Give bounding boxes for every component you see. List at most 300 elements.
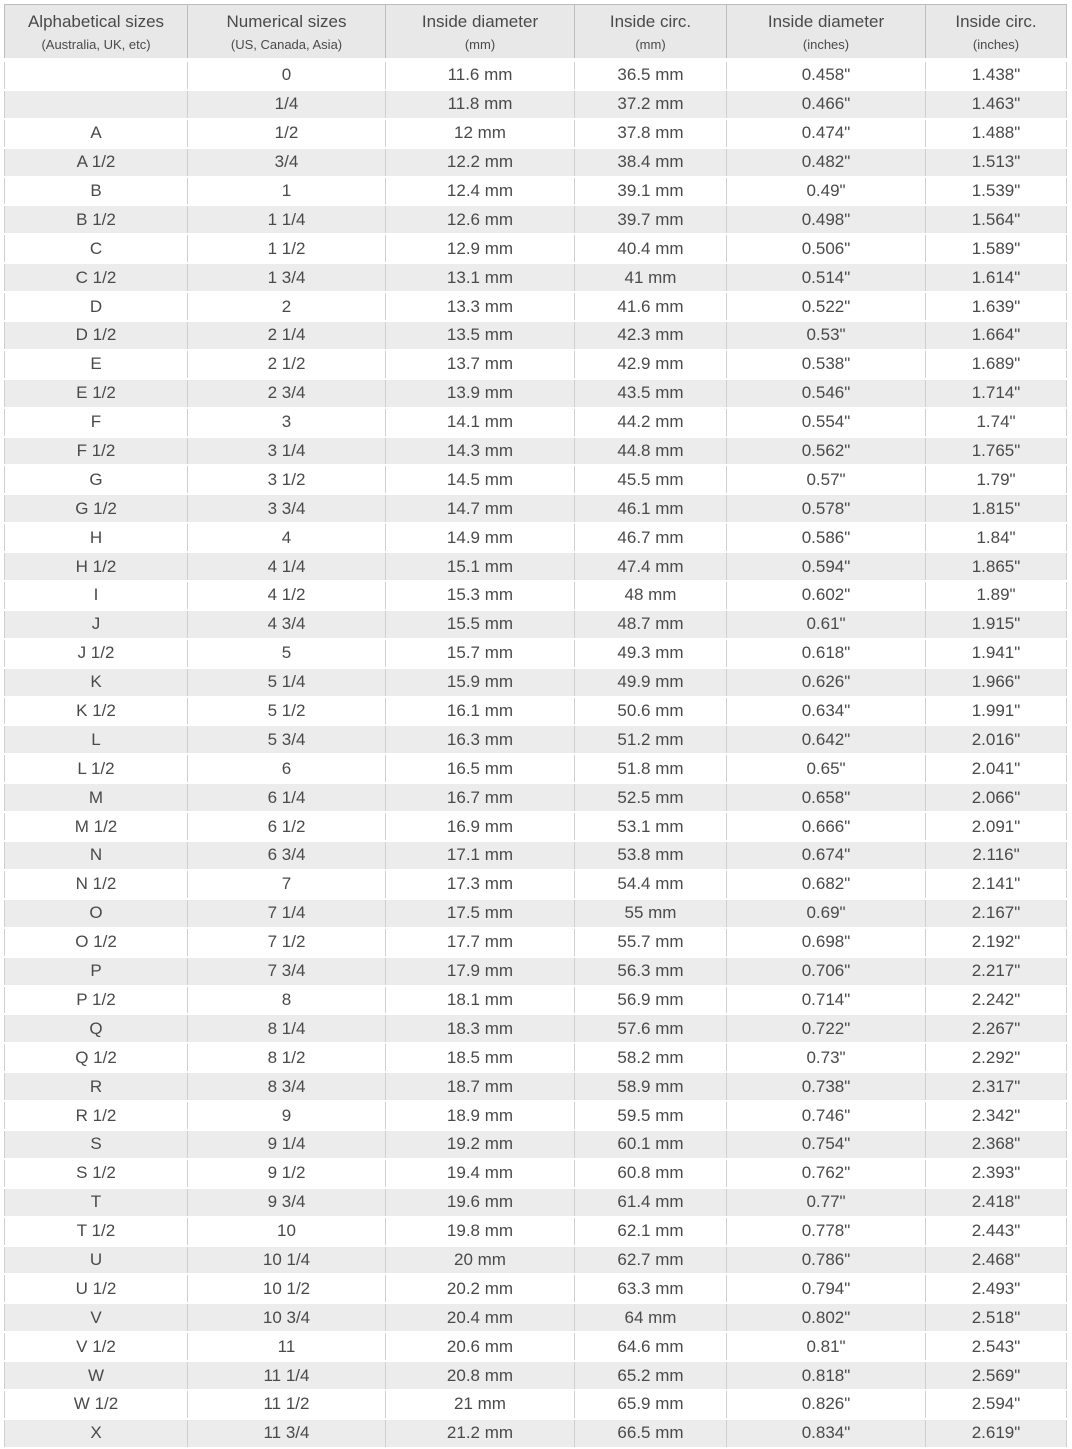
cell-numerical-size: 11 1/4 [188,1361,386,1390]
cell-inside-circ-inches: 2.267" [926,1014,1067,1043]
cell-inside-circ-mm: 41 mm [575,263,727,292]
cell-inside-circ-mm: 37.2 mm [575,90,727,119]
cell-inside-circ-inches: 2.569" [926,1361,1067,1390]
column-header-alphabetical-sizes [5,5,188,61]
table-row [5,870,1067,899]
column-header-subtitle: (US, Canada, Asia) [230,36,343,52]
column-header-numerical-sizes [188,5,386,61]
cell-inside-circ-mm: 38.4 mm [575,148,727,177]
cell-inside-circ-mm: 64.6 mm [575,1332,727,1361]
cell-inside-diameter-mm: 20.6 mm [386,1332,575,1361]
cell-inside-diameter-mm: 14.9 mm [386,523,575,552]
cell-alphabetical-size: H 1/2 [5,552,188,581]
cell-inside-diameter-mm: 13.7 mm [386,350,575,379]
cell-alphabetical-size: M 1/2 [5,812,188,841]
cell-inside-circ-mm: 61.4 mm [575,1188,727,1217]
cell-inside-diameter-inches: 0.666" [727,812,926,841]
cell-inside-diameter-mm: 15.3 mm [386,581,575,610]
cell-inside-diameter-mm: 12.2 mm [386,148,575,177]
cell-inside-circ-inches: 2.468" [926,1246,1067,1275]
cell-inside-diameter-mm: 15.9 mm [386,668,575,697]
cell-inside-circ-mm: 41.6 mm [575,292,727,321]
cell-inside-diameter-inches: 0.834" [727,1419,926,1448]
cell-inside-circ-inches: 1.513" [926,148,1067,177]
cell-inside-diameter-inches: 0.554" [727,408,926,437]
table-row [5,437,1067,466]
cell-inside-diameter-inches: 0.826" [727,1390,926,1419]
cell-alphabetical-size: X [5,1419,188,1448]
cell-inside-diameter-mm: 17.1 mm [386,841,575,870]
cell-alphabetical-size: V [5,1303,188,1332]
cell-alphabetical-size: Q [5,1014,188,1043]
cell-inside-circ-mm: 51.8 mm [575,754,727,783]
cell-numerical-size: 5 [188,639,386,668]
cell-numerical-size: 5 3/4 [188,725,386,754]
cell-numerical-size: 8 3/4 [188,1072,386,1101]
table-row [5,1188,1067,1217]
table-row [5,60,1067,90]
column-header-title: Alphabetical sizes [27,11,165,31]
table-row [5,379,1067,408]
cell-alphabetical-size: P [5,957,188,986]
cell-alphabetical-size: K 1/2 [5,697,188,726]
cell-alphabetical-size: O 1/2 [5,928,188,957]
cell-inside-diameter-inches: 0.594" [727,552,926,581]
table-row [5,1217,1067,1246]
cell-inside-circ-inches: 2.418" [926,1188,1067,1217]
cell-inside-diameter-inches: 0.538" [727,350,926,379]
cell-alphabetical-size: U 1/2 [5,1274,188,1303]
table-row [5,119,1067,148]
cell-inside-diameter-inches: 0.73" [727,1043,926,1072]
cell-inside-diameter-inches: 0.65" [727,754,926,783]
cell-numerical-size: 4 1/2 [188,581,386,610]
table-row [5,581,1067,610]
cell-inside-diameter-mm: 16.1 mm [386,697,575,726]
cell-inside-diameter-inches: 0.674" [727,841,926,870]
table-row [5,523,1067,552]
cell-numerical-size: 11 3/4 [188,1419,386,1448]
table-row [5,957,1067,986]
cell-inside-diameter-inches: 0.794" [727,1274,926,1303]
cell-numerical-size: 4 1/4 [188,552,386,581]
cell-alphabetical-size: G 1/2 [5,494,188,523]
cell-inside-circ-inches: 2.619" [926,1419,1067,1448]
table-row [5,1303,1067,1332]
cell-inside-diameter-mm: 11.8 mm [386,90,575,119]
cell-numerical-size: 6 1/2 [188,812,386,841]
cell-inside-circ-inches: 1.488" [926,119,1067,148]
cell-numerical-size: 8 [188,986,386,1015]
cell-numerical-size: 1 1/2 [188,234,386,263]
cell-inside-diameter-inches: 0.618" [727,639,926,668]
cell-inside-circ-mm: 39.1 mm [575,177,727,206]
cell-inside-circ-inches: 2.292" [926,1043,1067,1072]
table-row [5,408,1067,437]
cell-inside-circ-mm: 49.9 mm [575,668,727,697]
cell-inside-diameter-inches: 0.522" [727,292,926,321]
table-row [5,754,1067,783]
cell-inside-diameter-mm: 15.1 mm [386,552,575,581]
cell-alphabetical-size: A 1/2 [5,148,188,177]
cell-alphabetical-size: B 1/2 [5,205,188,234]
cell-numerical-size: 2 1/2 [188,350,386,379]
cell-inside-circ-inches: 1.74" [926,408,1067,437]
cell-inside-circ-inches: 2.543" [926,1332,1067,1361]
cell-inside-diameter-inches: 0.722" [727,1014,926,1043]
cell-inside-circ-mm: 42.3 mm [575,321,727,350]
column-header-inside-diameter-mm [386,5,575,61]
cell-numerical-size: 11 1/2 [188,1390,386,1419]
cell-inside-diameter-inches: 0.682" [727,870,926,899]
cell-inside-circ-mm: 60.8 mm [575,1159,727,1188]
table-row [5,1390,1067,1419]
cell-inside-circ-inches: 2.041" [926,754,1067,783]
cell-inside-circ-inches: 2.167" [926,899,1067,928]
cell-inside-circ-mm: 60.1 mm [575,1130,727,1159]
cell-inside-circ-inches: 1.614" [926,263,1067,292]
cell-inside-diameter-inches: 0.738" [727,1072,926,1101]
cell-inside-diameter-inches: 0.818" [727,1361,926,1390]
cell-numerical-size: 8 1/4 [188,1014,386,1043]
cell-inside-circ-mm: 51.2 mm [575,725,727,754]
cell-inside-diameter-inches: 0.562" [727,437,926,466]
cell-inside-diameter-inches: 0.586" [727,523,926,552]
cell-inside-circ-inches: 2.066" [926,783,1067,812]
cell-alphabetical-size: N [5,841,188,870]
column-header-subtitle: (mm) [464,36,496,52]
cell-inside-circ-mm: 44.2 mm [575,408,727,437]
cell-alphabetical-size: R [5,1072,188,1101]
cell-inside-circ-inches: 1.865" [926,552,1067,581]
cell-inside-diameter-mm: 18.1 mm [386,986,575,1015]
cell-inside-diameter-mm: 21 mm [386,1390,575,1419]
table-row [5,234,1067,263]
cell-inside-circ-mm: 36.5 mm [575,60,727,90]
cell-inside-circ-inches: 1.539" [926,177,1067,206]
cell-alphabetical-size: B [5,177,188,206]
cell-inside-diameter-mm: 19.6 mm [386,1188,575,1217]
cell-numerical-size: 7 [188,870,386,899]
table-row [5,1159,1067,1188]
cell-inside-diameter-inches: 0.706" [727,957,926,986]
cell-alphabetical-size: S 1/2 [5,1159,188,1188]
table-row [5,1072,1067,1101]
cell-inside-diameter-mm: 13.5 mm [386,321,575,350]
cell-inside-diameter-mm: 13.1 mm [386,263,575,292]
cell-numerical-size: 10 1/4 [188,1246,386,1275]
cell-alphabetical-size: Q 1/2 [5,1043,188,1072]
cell-inside-circ-mm: 47.4 mm [575,552,727,581]
cell-inside-circ-mm: 65.9 mm [575,1390,727,1419]
cell-numerical-size: 2 1/4 [188,321,386,350]
cell-numerical-size: 4 [188,523,386,552]
cell-numerical-size: 3 3/4 [188,494,386,523]
column-header-inside-diameter-inches [727,5,926,61]
cell-alphabetical-size: E [5,350,188,379]
table-row [5,90,1067,119]
cell-inside-circ-mm: 59.5 mm [575,1101,727,1130]
table-row [5,1014,1067,1043]
cell-inside-diameter-mm: 19.4 mm [386,1159,575,1188]
cell-alphabetical-size: C 1/2 [5,263,188,292]
cell-inside-circ-mm: 55 mm [575,899,727,928]
cell-inside-circ-inches: 2.116" [926,841,1067,870]
cell-inside-circ-inches: 2.342" [926,1101,1067,1130]
cell-inside-circ-inches: 1.941" [926,639,1067,668]
cell-inside-diameter-mm: 21.2 mm [386,1419,575,1448]
cell-inside-circ-inches: 2.242" [926,986,1067,1015]
cell-inside-diameter-mm: 12.9 mm [386,234,575,263]
cell-inside-diameter-mm: 16.3 mm [386,725,575,754]
cell-inside-diameter-mm: 17.9 mm [386,957,575,986]
table-row [5,1101,1067,1130]
column-header-inside-circ-mm [575,5,727,61]
table-row [5,1419,1067,1448]
cell-inside-circ-mm: 53.1 mm [575,812,727,841]
cell-inside-diameter-mm: 15.7 mm [386,639,575,668]
cell-numerical-size: 7 1/2 [188,928,386,957]
cell-inside-circ-inches: 2.518" [926,1303,1067,1332]
cell-inside-circ-inches: 1.564" [926,205,1067,234]
cell-inside-circ-inches: 2.141" [926,870,1067,899]
cell-alphabetical-size: C [5,234,188,263]
cell-numerical-size: 3 [188,408,386,437]
column-header-title: Inside diameter [767,11,885,31]
cell-alphabetical-size: E 1/2 [5,379,188,408]
cell-inside-diameter-inches: 0.634" [727,697,926,726]
cell-numerical-size: 9 [188,1101,386,1130]
cell-alphabetical-size [5,60,188,90]
cell-inside-diameter-mm: 16.5 mm [386,754,575,783]
cell-numerical-size: 10 3/4 [188,1303,386,1332]
cell-inside-diameter-inches: 0.61" [727,610,926,639]
cell-inside-circ-mm: 44.8 mm [575,437,727,466]
cell-inside-diameter-mm: 18.9 mm [386,1101,575,1130]
cell-inside-circ-inches: 2.594" [926,1390,1067,1419]
cell-inside-circ-mm: 62.7 mm [575,1246,727,1275]
cell-inside-circ-inches: 1.589" [926,234,1067,263]
cell-alphabetical-size: F 1/2 [5,437,188,466]
cell-alphabetical-size: P 1/2 [5,986,188,1015]
table-row [5,177,1067,206]
table-row [5,841,1067,870]
cell-numerical-size: 9 3/4 [188,1188,386,1217]
column-header-title: Inside diameter [421,11,539,31]
table-row [5,610,1067,639]
cell-alphabetical-size: V 1/2 [5,1332,188,1361]
cell-alphabetical-size: F [5,408,188,437]
cell-inside-circ-inches: 2.317" [926,1072,1067,1101]
cell-alphabetical-size: W [5,1361,188,1390]
cell-numerical-size: 11 [188,1332,386,1361]
cell-alphabetical-size: O [5,899,188,928]
cell-inside-circ-mm: 57.6 mm [575,1014,727,1043]
cell-numerical-size: 8 1/2 [188,1043,386,1072]
cell-inside-diameter-inches: 0.658" [727,783,926,812]
cell-inside-circ-mm: 46.7 mm [575,523,727,552]
table-row [5,1043,1067,1072]
cell-inside-circ-mm: 49.3 mm [575,639,727,668]
cell-inside-diameter-mm: 17.3 mm [386,870,575,899]
column-header-inside-circ-inches [926,5,1067,61]
cell-inside-diameter-inches: 0.57" [727,465,926,494]
cell-numerical-size: 1/2 [188,119,386,148]
cell-numerical-size: 9 1/2 [188,1159,386,1188]
cell-inside-diameter-mm: 18.3 mm [386,1014,575,1043]
cell-inside-circ-mm: 54.4 mm [575,870,727,899]
table-row [5,1246,1067,1275]
cell-numerical-size: 1 1/4 [188,205,386,234]
cell-inside-diameter-inches: 0.786" [727,1246,926,1275]
cell-alphabetical-size: T [5,1188,188,1217]
cell-numerical-size: 5 1/2 [188,697,386,726]
table-row [5,1332,1067,1361]
table-row [5,899,1067,928]
cell-inside-circ-inches: 1.84" [926,523,1067,552]
table-row [5,321,1067,350]
cell-alphabetical-size: L 1/2 [5,754,188,783]
cell-inside-diameter-mm: 19.8 mm [386,1217,575,1246]
table-row [5,148,1067,177]
cell-inside-diameter-inches: 0.642" [727,725,926,754]
cell-alphabetical-size: R 1/2 [5,1101,188,1130]
table-row [5,552,1067,581]
table-row [5,494,1067,523]
cell-inside-circ-mm: 43.5 mm [575,379,727,408]
cell-inside-circ-mm: 55.7 mm [575,928,727,957]
cell-alphabetical-size: J [5,610,188,639]
cell-alphabetical-size: L [5,725,188,754]
cell-inside-diameter-mm: 19.2 mm [386,1130,575,1159]
cell-inside-circ-mm: 56.3 mm [575,957,727,986]
cell-alphabetical-size: S [5,1130,188,1159]
ring-size-chart [4,4,1066,1449]
cell-numerical-size: 6 1/4 [188,783,386,812]
cell-inside-diameter-mm: 16.9 mm [386,812,575,841]
cell-inside-diameter-inches: 0.714" [727,986,926,1015]
table-row [5,725,1067,754]
cell-inside-circ-mm: 58.2 mm [575,1043,727,1072]
table-row [5,350,1067,379]
cell-inside-circ-inches: 1.915" [926,610,1067,639]
table-header [5,5,1067,61]
table-row [5,783,1067,812]
table-row [5,928,1067,957]
cell-inside-circ-inches: 1.463" [926,90,1067,119]
table-row [5,1130,1067,1159]
cell-inside-diameter-inches: 0.802" [727,1303,926,1332]
table-row [5,205,1067,234]
cell-inside-circ-mm: 58.9 mm [575,1072,727,1101]
table-row [5,812,1067,841]
cell-inside-circ-inches: 2.393" [926,1159,1067,1188]
cell-inside-diameter-inches: 0.474" [727,119,926,148]
cell-inside-circ-mm: 46.1 mm [575,494,727,523]
cell-inside-diameter-mm: 18.7 mm [386,1072,575,1101]
cell-numerical-size: 7 3/4 [188,957,386,986]
cell-inside-diameter-mm: 17.5 mm [386,899,575,928]
cell-inside-circ-inches: 1.714" [926,379,1067,408]
cell-inside-circ-inches: 1.966" [926,668,1067,697]
cell-inside-diameter-mm: 12.6 mm [386,205,575,234]
cell-inside-diameter-mm: 14.5 mm [386,465,575,494]
cell-numerical-size: 3 1/2 [188,465,386,494]
cell-inside-circ-inches: 1.639" [926,292,1067,321]
cell-inside-circ-inches: 1.664" [926,321,1067,350]
cell-numerical-size: 4 3/4 [188,610,386,639]
cell-inside-diameter-inches: 0.53" [727,321,926,350]
cell-inside-circ-inches: 1.991" [926,697,1067,726]
cell-numerical-size: 1/4 [188,90,386,119]
column-header-subtitle: (Australia, UK, etc) [41,36,151,52]
column-header-subtitle: (mm) [635,36,666,52]
cell-inside-diameter-inches: 0.49" [727,177,926,206]
cell-inside-diameter-mm: 15.5 mm [386,610,575,639]
cell-inside-circ-inches: 1.815" [926,494,1067,523]
cell-alphabetical-size: K [5,668,188,697]
cell-inside-circ-mm: 62.1 mm [575,1217,727,1246]
cell-inside-circ-inches: 2.368" [926,1130,1067,1159]
table-row [5,292,1067,321]
cell-inside-diameter-inches: 0.626" [727,668,926,697]
cell-alphabetical-size: U [5,1246,188,1275]
cell-inside-circ-mm: 45.5 mm [575,465,727,494]
cell-inside-diameter-mm: 18.5 mm [386,1043,575,1072]
cell-inside-circ-inches: 1.438" [926,60,1067,90]
cell-inside-circ-mm: 56.9 mm [575,986,727,1015]
cell-inside-diameter-inches: 0.69" [727,899,926,928]
column-header-subtitle: (inches) [972,36,1020,52]
cell-inside-circ-mm: 42.9 mm [575,350,727,379]
table-row [5,668,1067,697]
cell-alphabetical-size: D [5,292,188,321]
cell-alphabetical-size: M [5,783,188,812]
cell-inside-diameter-mm: 20.2 mm [386,1274,575,1303]
cell-inside-diameter-mm: 14.3 mm [386,437,575,466]
cell-inside-circ-mm: 65.2 mm [575,1361,727,1390]
cell-inside-diameter-mm: 20 mm [386,1246,575,1275]
cell-inside-circ-inches: 2.091" [926,812,1067,841]
cell-numerical-size: 2 [188,292,386,321]
cell-alphabetical-size: W 1/2 [5,1390,188,1419]
cell-inside-diameter-inches: 0.578" [727,494,926,523]
cell-inside-circ-mm: 63.3 mm [575,1274,727,1303]
cell-inside-diameter-inches: 0.778" [727,1217,926,1246]
cell-numerical-size: 3/4 [188,148,386,177]
cell-inside-diameter-mm: 12 mm [386,119,575,148]
cell-alphabetical-size [5,90,188,119]
header-row [5,5,1067,61]
table-row [5,639,1067,668]
cell-numerical-size: 10 1/2 [188,1274,386,1303]
cell-inside-circ-inches: 2.443" [926,1217,1067,1246]
cell-numerical-size: 2 3/4 [188,379,386,408]
cell-numerical-size: 5 1/4 [188,668,386,697]
cell-inside-diameter-mm: 20.4 mm [386,1303,575,1332]
cell-inside-circ-mm: 48 mm [575,581,727,610]
cell-inside-circ-inches: 1.79" [926,465,1067,494]
cell-inside-circ-mm: 40.4 mm [575,234,727,263]
table-row [5,986,1067,1015]
column-header-subtitle: (inches) [802,36,850,52]
table-row [5,697,1067,726]
cell-inside-diameter-mm: 11.6 mm [386,60,575,90]
cell-inside-diameter-inches: 0.754" [727,1130,926,1159]
cell-inside-diameter-inches: 0.458" [727,60,926,90]
cell-inside-diameter-mm: 13.9 mm [386,379,575,408]
cell-numerical-size: 6 3/4 [188,841,386,870]
